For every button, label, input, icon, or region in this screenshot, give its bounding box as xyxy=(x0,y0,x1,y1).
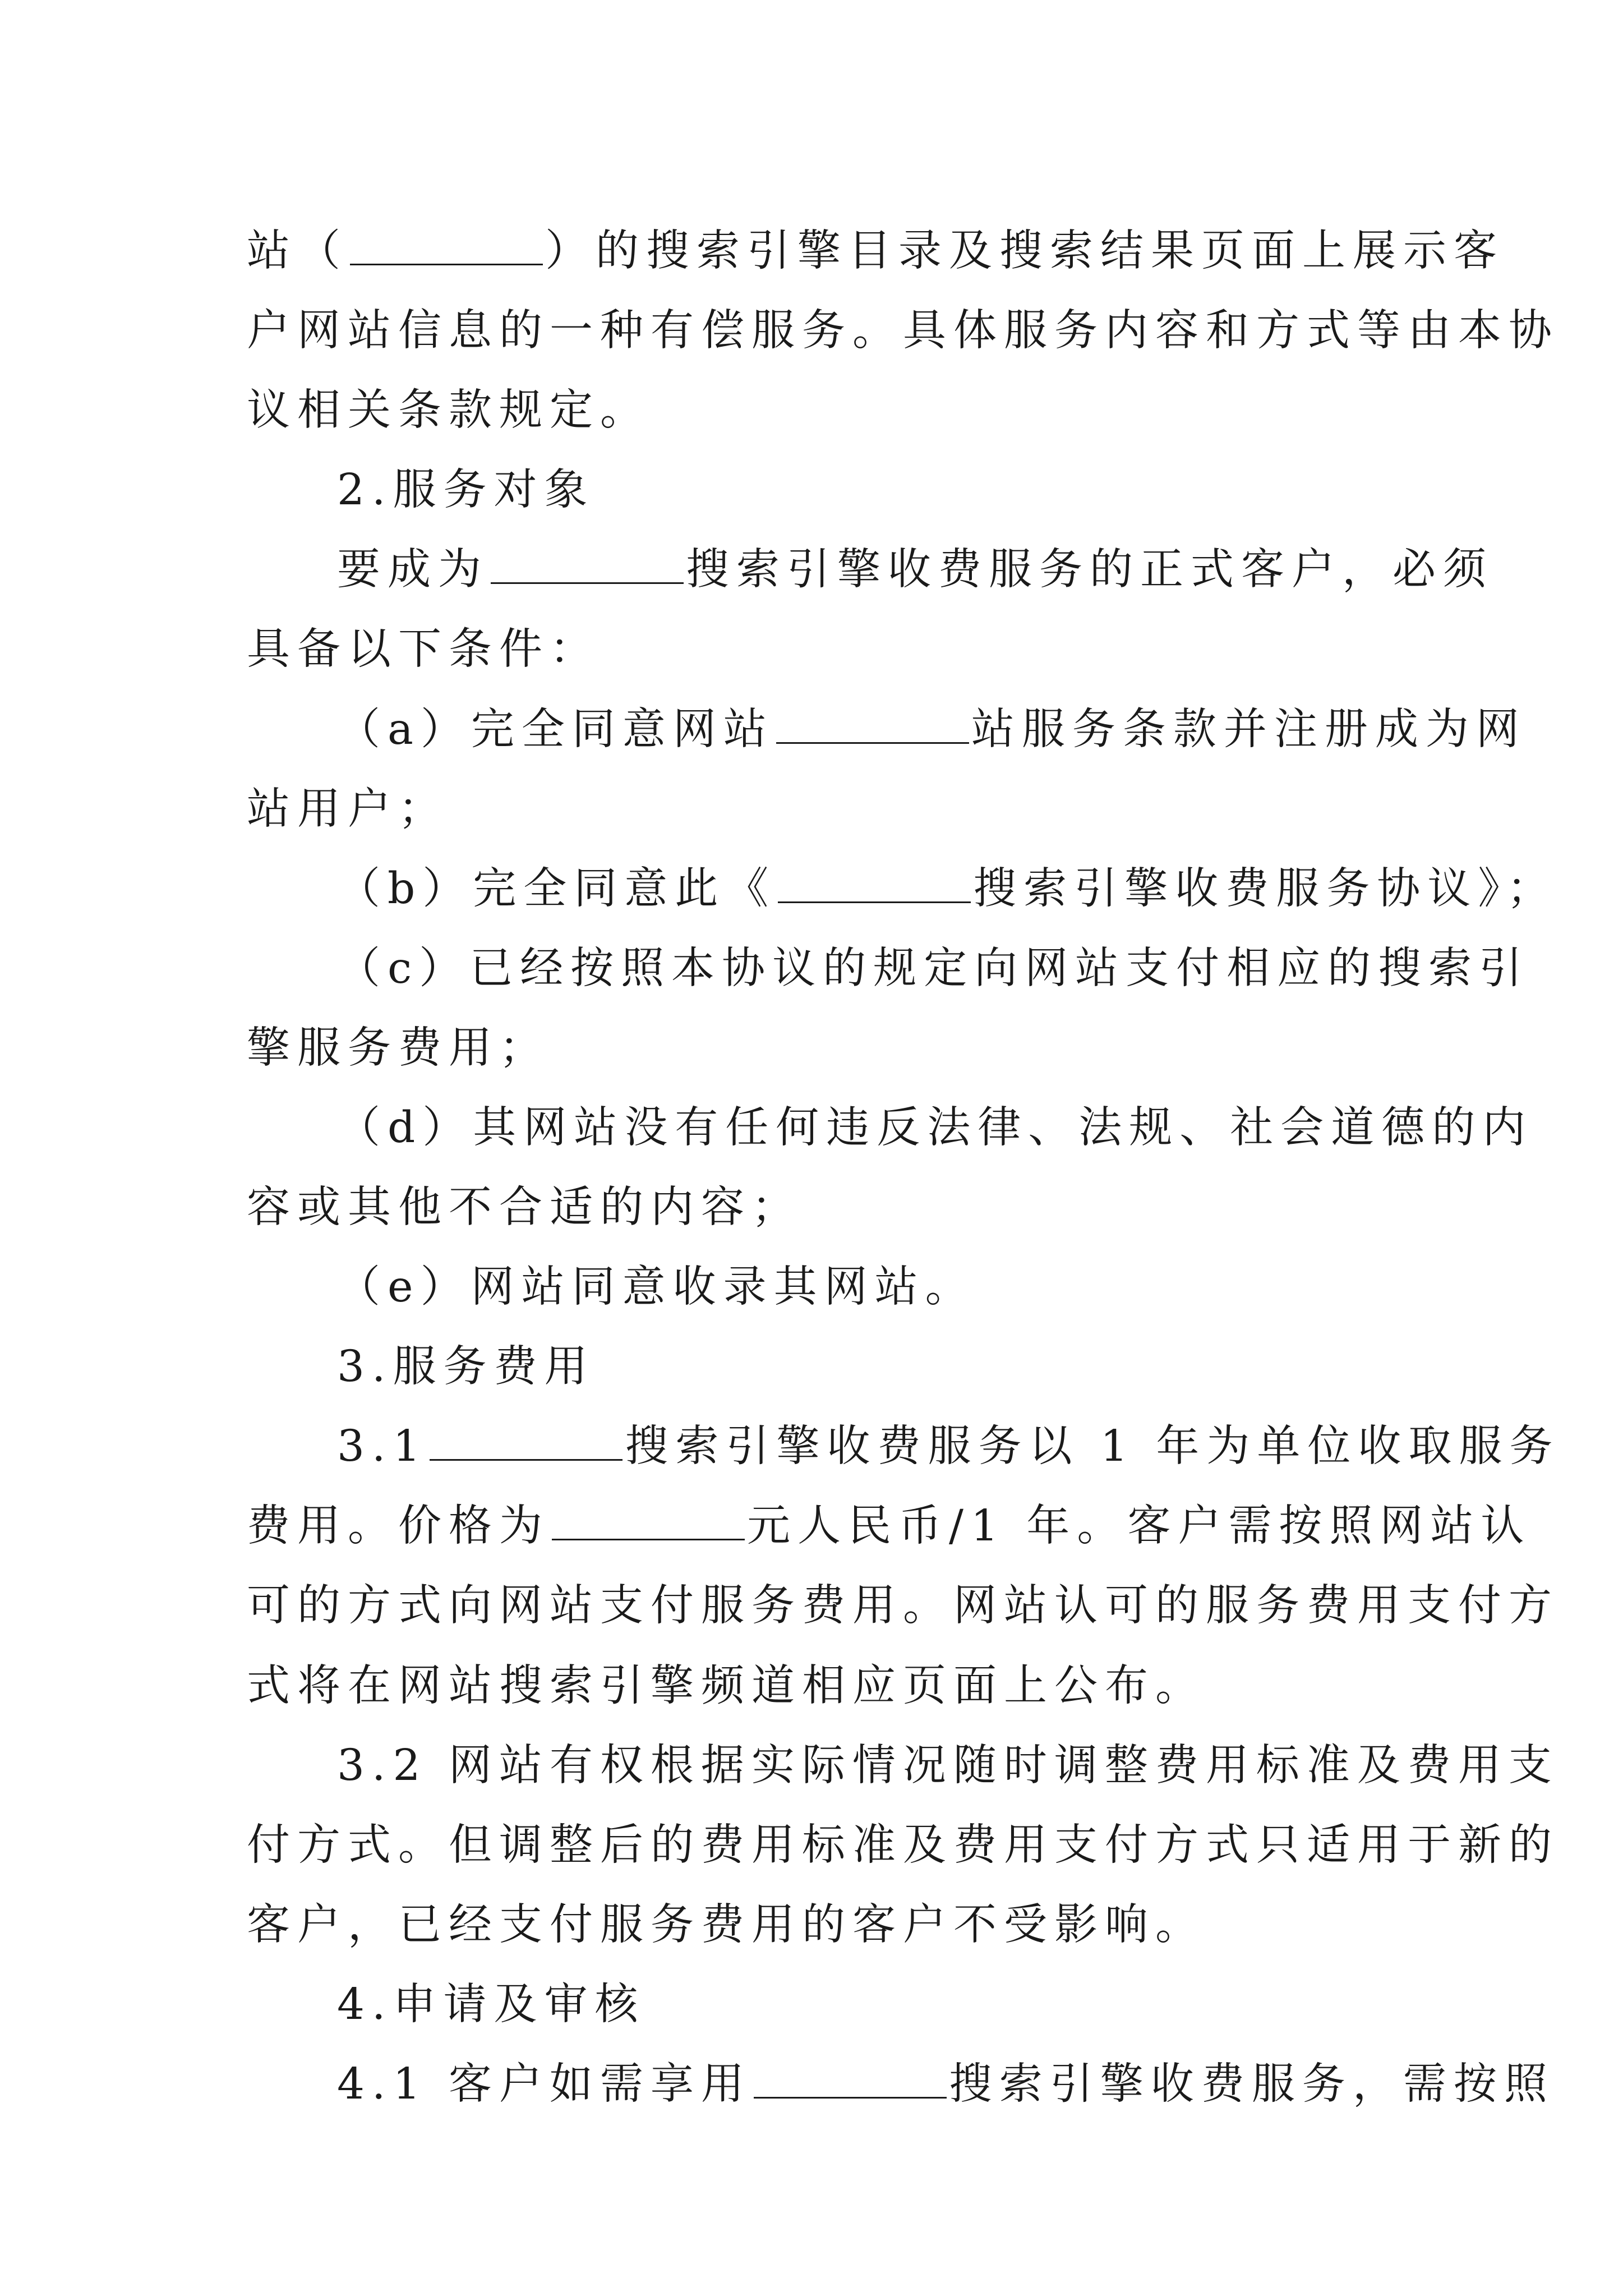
text-line xyxy=(247,385,651,435)
text-segment: 搜索引擎收费服务协议》； xyxy=(973,864,1557,914)
text-line xyxy=(247,1900,1206,1950)
text-segment: （c）已经按照本协议的规定向网站支付相应的搜索引 xyxy=(337,944,1530,993)
text-segment: 户网站信息的一种有偿服务。具体服务内容和方式等由本协 xyxy=(247,306,1559,356)
text-segment: 站服务条款并注册成为网 xyxy=(971,705,1527,754)
text-line xyxy=(247,1501,1532,1551)
text-segment: 4.申请及审核 xyxy=(337,1980,645,2030)
text-line xyxy=(337,1262,976,1312)
text-line xyxy=(247,226,1504,276)
text-line xyxy=(337,1980,645,2030)
text-line xyxy=(337,545,1493,595)
text-segment: （d）其网站没有任何违反法律、法规、社会道德的内 xyxy=(337,1103,1533,1153)
fill-in-blank xyxy=(778,901,971,903)
fill-in-blank xyxy=(776,742,969,744)
text-segment: 搜索引擎收费服务的正式客户，必须 xyxy=(686,545,1493,595)
text-segment: 搜索引擎收费服务，需按照 xyxy=(948,2059,1555,2109)
text-segment: 客户，已经支付服务费用的客户不受影响。 xyxy=(247,1900,1206,1950)
text-segment: 2.服务对象 xyxy=(337,465,595,515)
text-line xyxy=(337,864,1557,914)
fill-in-blank xyxy=(430,1459,623,1461)
text-segment: 3.2 网站有权根据实际情况随时调整费用标准及费用支 xyxy=(337,1741,1559,1791)
text-line xyxy=(337,1103,1533,1153)
text-line xyxy=(247,624,600,674)
text-line xyxy=(337,1741,1559,1791)
text-segment: 站（ xyxy=(247,226,348,276)
text-segment: 4.1 客户如需享用 xyxy=(337,2059,751,2109)
text-segment: 费用。价格为 xyxy=(247,1501,550,1551)
text-segment: 要成为 xyxy=(337,545,488,595)
text-line xyxy=(247,1581,1559,1631)
text-line xyxy=(247,1182,802,1232)
text-line xyxy=(247,1023,550,1073)
text-line xyxy=(337,705,1527,754)
text-line xyxy=(337,2059,1555,2109)
text-line xyxy=(247,1820,1559,1870)
text-segment: 容或其他不合适的内容； xyxy=(247,1182,802,1232)
text-line xyxy=(247,306,1559,356)
text-segment: 议相关条款规定。 xyxy=(247,385,651,435)
text-segment: 站用户； xyxy=(247,784,449,834)
fill-in-blank xyxy=(350,264,543,265)
fill-in-blank xyxy=(754,2097,947,2099)
text-line xyxy=(337,944,1530,993)
text-line xyxy=(247,1661,1206,1711)
text-segment: ）的搜索引擎目录及搜索结果页面上展示客 xyxy=(545,226,1504,276)
text-line xyxy=(337,1421,1560,1471)
text-segment: 搜索引擎收费服务以 1 年为单位收取服务 xyxy=(625,1421,1560,1471)
text-segment: 具备以下条件： xyxy=(247,624,600,674)
text-segment: 式将在网站搜索引擎频道相应页面上公布。 xyxy=(247,1661,1206,1711)
text-line xyxy=(337,465,595,515)
text-segment: 3.1 xyxy=(337,1421,428,1471)
text-segment: （b）完全同意此《 xyxy=(337,864,776,914)
text-segment: 元人民币/1 年。客户需按照网站认 xyxy=(747,1501,1532,1551)
text-segment: （e）网站同意收录其网站。 xyxy=(337,1262,976,1312)
text-segment: 付方式。但调整后的费用标准及费用支付方式只适用于新的 xyxy=(247,1820,1559,1870)
fill-in-blank xyxy=(552,1539,745,1540)
text-segment: （a）完全同意网站 xyxy=(337,705,774,754)
text-line xyxy=(247,784,449,834)
fill-in-blank xyxy=(491,582,684,584)
text-segment: 3.服务费用 xyxy=(337,1342,595,1392)
text-segment: 擎服务费用； xyxy=(247,1023,550,1073)
text-segment: 可的方式向网站支付服务费用。网站认可的服务费用支付方 xyxy=(247,1581,1559,1631)
text-line xyxy=(337,1342,595,1392)
